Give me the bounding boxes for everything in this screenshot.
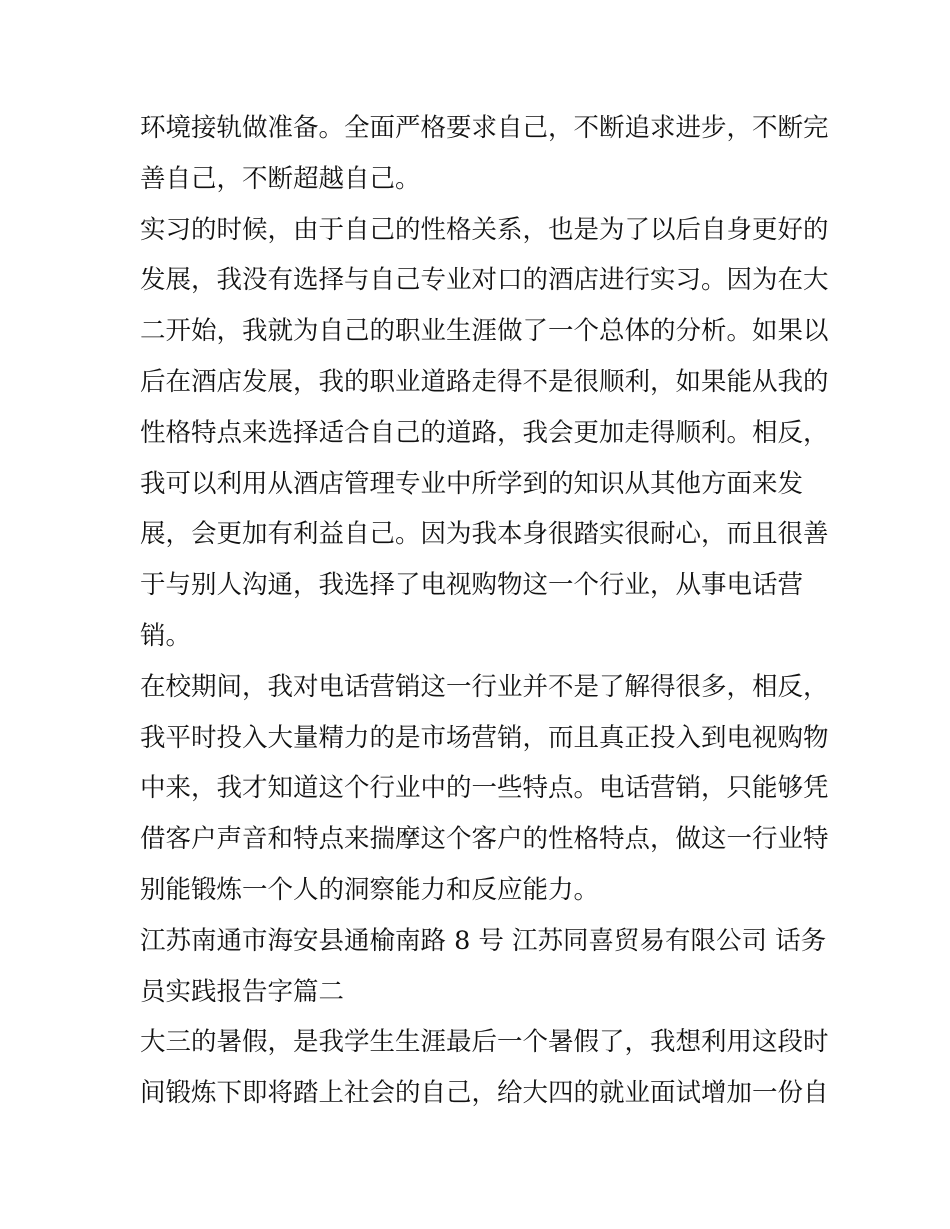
text-line: 大三的暑假，是我学生生涯最后一个暑假了，我想利用这段时: [140, 1027, 829, 1058]
text-line: 间锻炼下即将踏上社会的自己，给大四的就业面试增加一份自: [140, 1078, 829, 1109]
text-line: 中来，我才知道这个行业中的一些特点。电话营销，只能够凭: [140, 773, 829, 804]
paragraph-1: [140, 103, 829, 205]
text-line: 善自己，不断超越自己。: [140, 163, 421, 194]
text-line: 销。: [140, 620, 192, 651]
text-line: 我可以利用从酒店管理专业中所学到的知识从其他方面来发: [140, 468, 804, 499]
text-line: 员实践报告字篇二: [140, 976, 345, 1007]
text-line: 发展，我没有选择与自己专业对口的酒店进行实习。因为在大: [140, 265, 829, 296]
text-line: 我平时投入大量精力的是市场营销，而且真正投入到电视购物: [140, 722, 829, 753]
text-line: 在校期间，我对电话营销这一行业并不是了解得很多，相反，: [140, 671, 829, 702]
text-line: 二开始，我就为自己的职业生涯做了一个总体的分析。如果以: [140, 316, 829, 347]
text-line: 后在酒店发展，我的职业道路走得不是很顺利，如果能从我的: [140, 366, 829, 397]
text-line: 于与别人沟通，我选择了电视购物这一个行业，从事电话营: [140, 570, 804, 601]
text-line: 江苏南通市海安县通榆南路 8 号 江苏同喜贸易有限公司 话务: [140, 925, 827, 956]
document-page: [140, 103, 829, 1119]
paragraph-2: [140, 205, 829, 662]
text-line: 性格特点来选择适合自己的道路，我会更加走得顺利。相反，: [140, 417, 829, 448]
text-line: 别能锻炼一个人的洞察能力和反应能力。: [140, 874, 600, 905]
paragraph-3: [140, 662, 829, 916]
text-line: 借客户声音和特点来揣摩这个客户的性格特点，做这一行业特: [140, 824, 829, 855]
text-line: 环境接轨做准备。全面严格要求自己，不断追求进步，不断完: [140, 113, 829, 143]
text-line: 实习的时候，由于自己的性格关系，也是为了以后自身更好的: [140, 214, 829, 245]
text-line: 展，会更加有利益自己。因为我本身很踏实很耐心，而且很善: [140, 519, 829, 550]
paragraph-4-address-heading: [140, 916, 827, 1018]
paragraph-5: [140, 1017, 829, 1119]
